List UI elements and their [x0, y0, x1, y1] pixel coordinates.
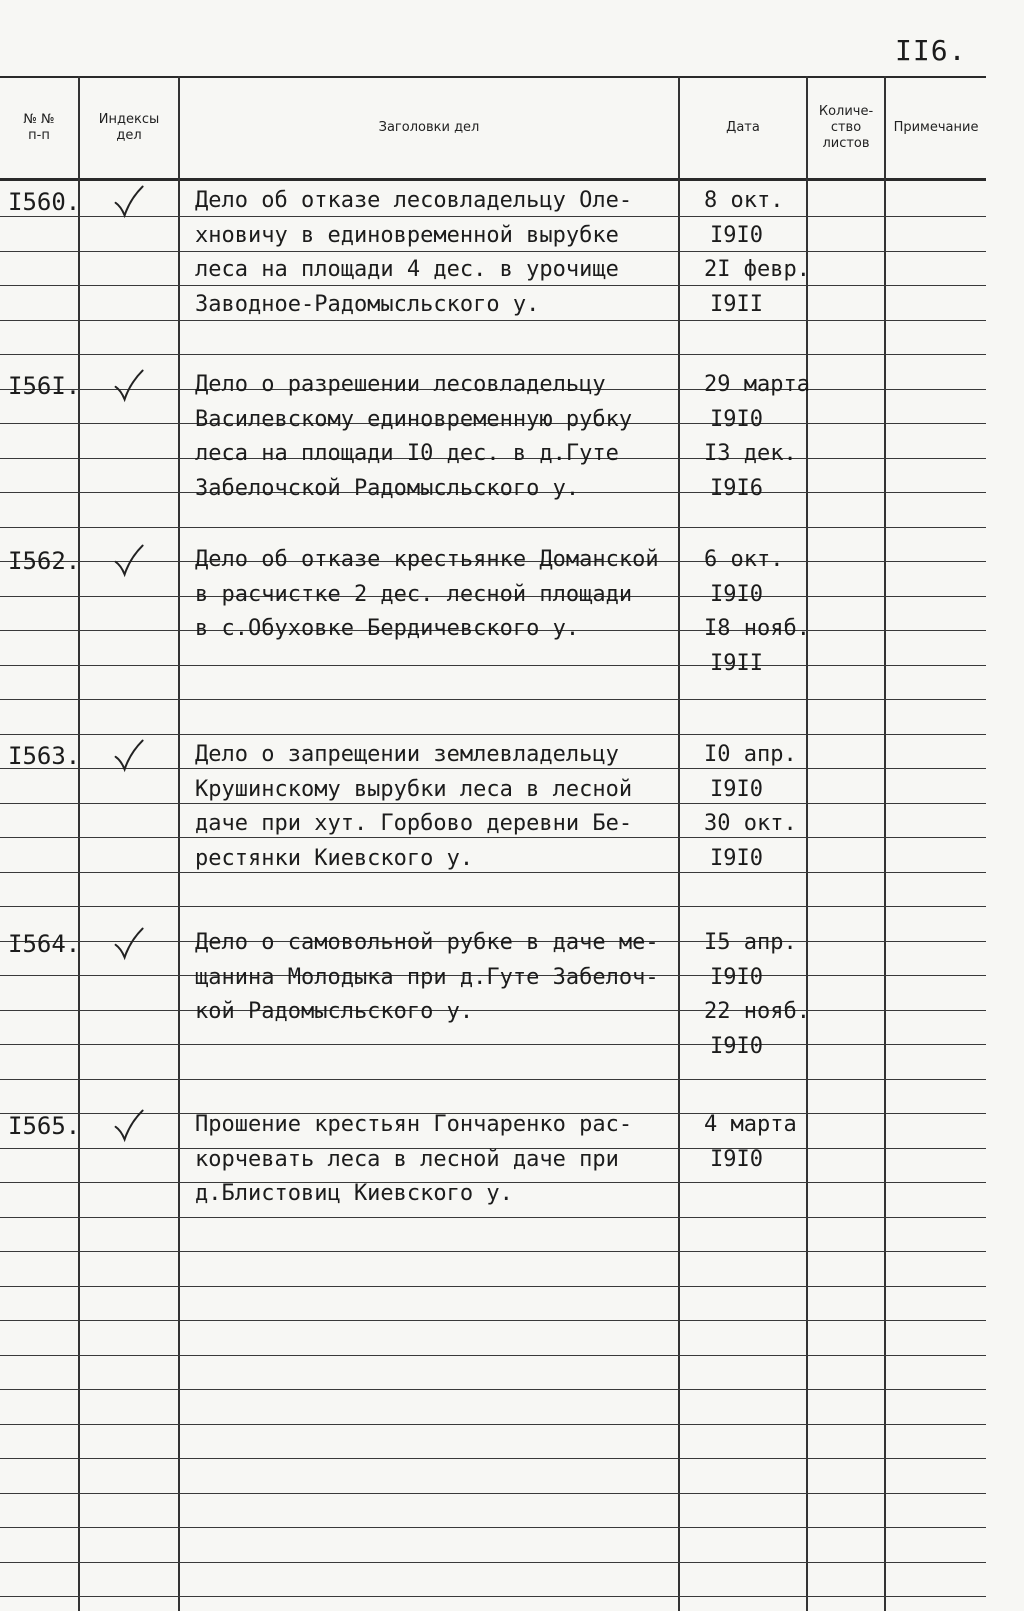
- entry-date-line: I8 нояб.: [704, 616, 810, 641]
- checkmark-icon: [112, 922, 148, 964]
- col-divider-3: [678, 76, 680, 1611]
- ruled-line: [0, 837, 986, 838]
- ruled-line: [0, 251, 986, 252]
- entry-title-line: кой Радомысльского у.: [195, 999, 474, 1024]
- entry-date-line: I5 апр.: [704, 930, 797, 955]
- entry-number: I565.: [8, 1112, 81, 1140]
- header-number: № № п-п: [23, 112, 55, 143]
- entry-title-line: хновичу в единовременной вырубке: [195, 222, 619, 248]
- entry-title-line: д.Блистовиц Киевского у.: [195, 1181, 513, 1206]
- ruled-line: [0, 699, 986, 700]
- ruled-line: [0, 1217, 986, 1218]
- ruled-line: [0, 320, 986, 321]
- entry-title-line: в с.Обуховке Бердичевского у.: [195, 616, 580, 641]
- ruled-line: [0, 1079, 986, 1080]
- entry-date-line: 2I февр.: [704, 257, 810, 282]
- entry-date-line: I9I6: [710, 475, 763, 501]
- ruled-line: [0, 354, 986, 355]
- ruled-line: [0, 1493, 986, 1494]
- entry-title-line: леса на площади I0 дес. в д.Гуте: [195, 441, 619, 466]
- checkmark-icon: [112, 1104, 148, 1146]
- entry-title-line: Дело об отказе лесовладельцу Оле-: [195, 188, 633, 213]
- ruled-line: [0, 1424, 986, 1425]
- entry-date-line: I9I0: [710, 406, 763, 432]
- entry-title-line: корчевать леса в лесной даче при: [195, 1146, 619, 1172]
- entry-date-line: I9II: [710, 650, 763, 676]
- ruled-line: [0, 1527, 986, 1528]
- col-divider-5: [884, 76, 886, 1611]
- ruled-line: [0, 285, 986, 286]
- entry-title-line: даче при хут. Горбово деревни Бе-: [195, 811, 633, 836]
- checkmark-icon: [112, 734, 148, 776]
- entry-date-line: I0 апр.: [704, 742, 797, 767]
- col-divider-4: [806, 76, 808, 1611]
- ruled-line: [0, 1562, 986, 1563]
- header-count: Количе- ство листов: [818, 104, 874, 151]
- entry-date-line: 30 окт.: [704, 811, 797, 836]
- entry-number: I56I.: [8, 372, 81, 400]
- entry-date-line: I9II: [710, 291, 763, 317]
- checkmark-icon: [112, 364, 148, 406]
- entry-title-line: Прошение крестьян Гончаренко рас-: [195, 1112, 633, 1137]
- entry-title-line: Дело об отказе крестьянке Доманской: [195, 547, 659, 572]
- entry-title-line: Заводное-Радомысльского у.: [195, 291, 540, 317]
- ruled-line: [0, 1458, 986, 1459]
- ruled-line: [0, 1286, 986, 1287]
- ruled-line: [0, 527, 986, 528]
- entry-date-line: 22 нояб.: [704, 999, 810, 1024]
- entry-date-line: 6 окт.: [704, 547, 784, 572]
- entry-title-line: Дело о самовольной рубке в даче ме-: [195, 930, 659, 955]
- header-title: Заголовки дел: [378, 120, 480, 135]
- checkmark-icon: [112, 539, 148, 581]
- entry-title-line: щанина Молодыка при д.Гуте Забелоч-: [195, 964, 659, 990]
- ruled-line: [0, 906, 986, 907]
- ruled-line: [0, 1320, 986, 1321]
- entry-date-line: I9I0: [710, 581, 763, 607]
- entry-date-line: 29 марта: [704, 372, 810, 397]
- ruled-line: [0, 1389, 986, 1390]
- entry-title-line: рестянки Киевского у.: [195, 845, 474, 871]
- header-date: Дата: [726, 120, 760, 135]
- entry-title-line: Дело о запрещении землевладельцу: [195, 742, 619, 767]
- entry-date-line: I9I0: [710, 964, 763, 990]
- entry-date-line: I9I0: [710, 222, 763, 248]
- ruled-line: [0, 1251, 986, 1252]
- entry-date-line: 4 марта: [704, 1112, 797, 1137]
- entry-title-line: Дело о разрешении лесовладельцу: [195, 372, 606, 397]
- entry-title-line: Василевскому единовременную рубку: [195, 406, 633, 432]
- ruled-line: [0, 1355, 986, 1356]
- entry-number: I563.: [8, 742, 81, 770]
- ruled-line: [0, 1010, 986, 1011]
- entry-date-line: I3 дек.: [704, 441, 797, 466]
- header-index: Индексы дел: [98, 112, 160, 143]
- entry-number: I562.: [8, 547, 81, 575]
- entry-date-line: I9I0: [710, 776, 763, 802]
- ruled-line: [0, 803, 986, 804]
- ruled-line: [0, 665, 986, 666]
- entry-title-line: в расчистке 2 дес. лесной площади: [195, 581, 633, 607]
- entry-number: I560.: [8, 188, 81, 216]
- entry-title-line: Забелочской Радомысльского у.: [195, 475, 580, 501]
- ruled-line: [0, 1596, 986, 1597]
- page-number: II6.: [895, 34, 967, 67]
- entry-number: I564.: [8, 930, 81, 958]
- entry-title-line: Крушинскому вырубки леса в лесной: [195, 776, 633, 802]
- col-divider-2: [178, 76, 180, 1611]
- checkmark-icon: [112, 180, 148, 222]
- table-top-border: [0, 76, 986, 78]
- entry-date-line: I9I0: [710, 845, 763, 871]
- header-note: Примечание: [893, 120, 979, 135]
- entry-date-line: 8 окт.: [704, 188, 784, 213]
- ruled-line: [0, 1044, 986, 1045]
- entry-date-line: I9I0: [710, 1146, 763, 1172]
- entry-title-line: леса на площади 4 дес. в урочище: [195, 257, 619, 282]
- ruled-line: [0, 872, 986, 873]
- col-divider-1: [78, 76, 80, 1611]
- entry-date-line: I9I0: [710, 1033, 763, 1059]
